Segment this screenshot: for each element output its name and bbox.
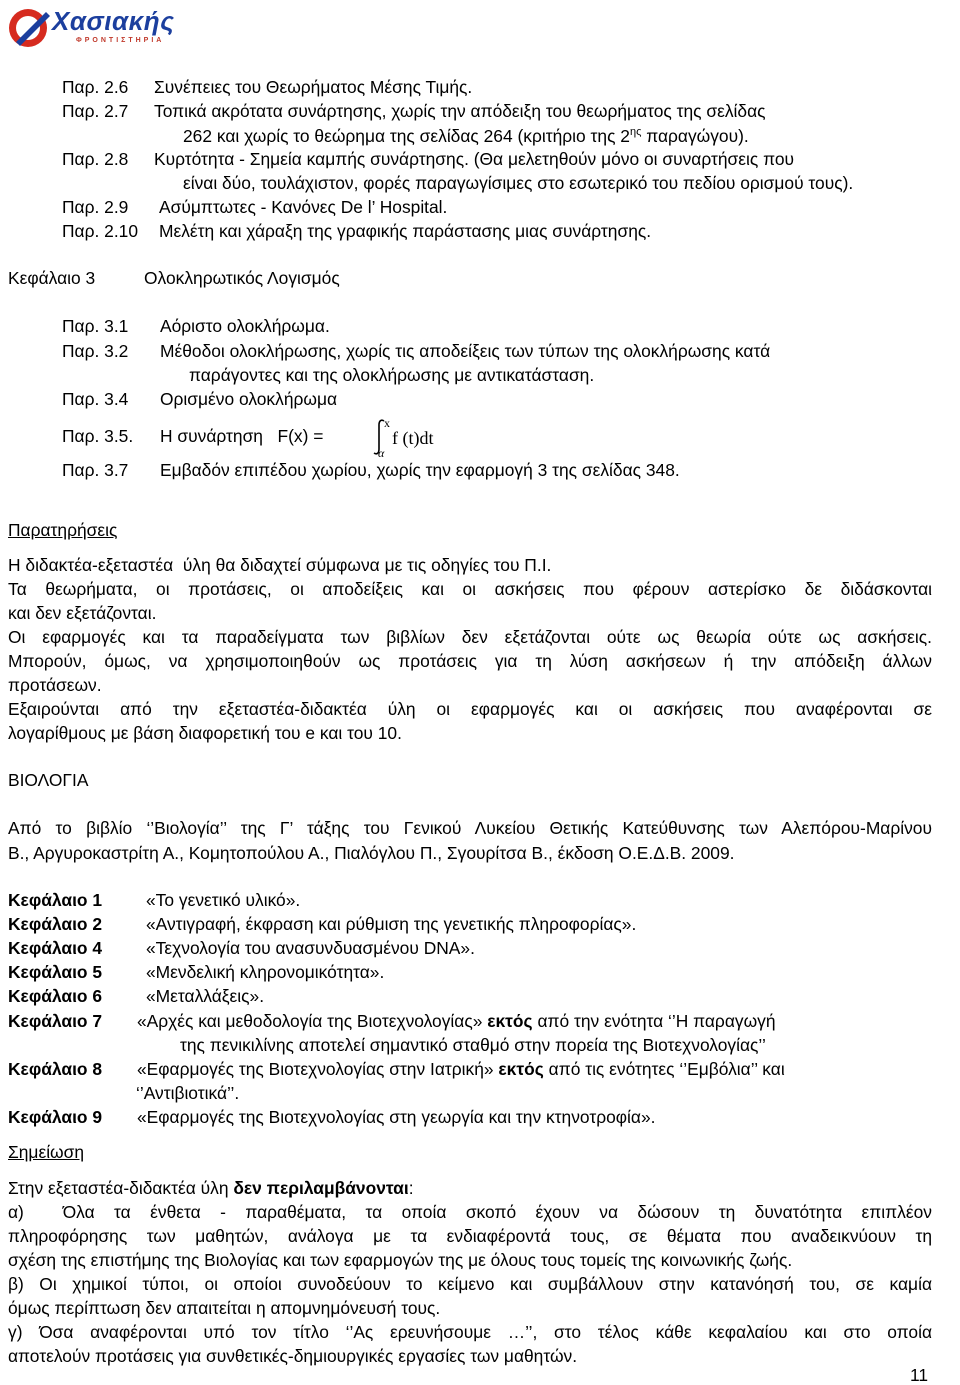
item-text: Τοπικά ακρότατα συνάρτησης, χωρίς την απόδειξη του θεωρήματος της σελίδας [154,101,766,121]
chapter-title: Ολοκληρωτικός Λογισμός [144,268,340,288]
item-text: Συνέπειες του Θεωρήματος Μέσης Τιμής. [154,77,473,97]
remark-line: πληροφόρησης των μαθητών, ανάλογα με τα ενδιαφέροντά τους, σε θέματα που αναδεικνύουν τη [8,1226,932,1246]
notes-line: προτάσεων. [8,675,102,695]
chapter-title: «Τεχνολογία του ανασυνδυασμένου DNA». [146,938,475,958]
integrand: f (t)dt [392,428,434,448]
biology-intro: Από το βιβλίο ‘’Βιολογία’’ της Γ’ τάξης του Γενικού Λυκείου Θετικής Κατεύθυνσης των Αλεπόρου-Μαρίνου [8,818,932,838]
item-text: Εμβαδόν επιπέδου χωρίου, χωρίς την εφαρμογή 3 της σελίδας 348. [160,460,680,480]
chapter-title: «Μεταλλάξεις». [146,986,265,1006]
logo-emblem-icon [6,4,58,54]
item-num: Παρ. 3.2 [62,341,129,361]
item-text: Ορισμένο ολοκλήρωμα [160,389,338,409]
remark-line: σχέση της επιστήμης της Βιολογίας και των εφαρμογών της με όλους τους τομείς της κοινωνικής ζωής. [8,1250,793,1270]
chapter-label: Κεφάλαιο 1 [8,890,103,910]
item-text: Μελέτη και χάραξη της γραφικής παράστασης μιας συνάρτησης. [159,221,652,241]
chapter-label: Κεφάλαιο 3 [8,268,96,288]
item-num: Παρ. 3.7 [62,460,129,480]
chapter-title: «Μενδελική κληρονομικότητα». [146,962,385,982]
remark-line: όμως περίπτωση δεν απαιτείται η απομνημόνευσή τους. [8,1298,441,1318]
item-num: Παρ. 3.5. [62,426,134,446]
chapter-label: Κεφάλαιο 4 [8,938,103,958]
page-number: 11 [910,1365,929,1385]
integral-upper-limit: x [384,416,390,430]
item-text: Η συνάρτηση F(x) = [160,426,324,446]
item-num: Παρ. 3.1 [62,316,129,336]
notes-line: και δεν εξετάζονται. [8,603,157,623]
item-num: Παρ. 2.6 [62,77,129,97]
notes-line: Μπορούν, όμως, να χρησιμοποιηθούν ως προτάσεις για τη λύση ασκήσεων ή την απόδειξη άλλων [8,651,932,671]
remark-heading: Σημείωση [8,1142,85,1162]
brand-logo [6,4,182,54]
integral-formula [370,418,450,458]
notes-line: Οι εφαρμογές και τα παραδείγματα των βιβλίων δεν εξετάζονται ούτε ως θεωρία ούτε ως ασκήσεις. [8,627,932,647]
item-text: Ασύμπτωτες - Κανόνες De l’ Hospital. [159,197,448,217]
chapter-title-cont: ‘’Αντιβιοτικά’’. [136,1083,240,1103]
remark-line: αποτελούν προτάσεις για συνθετικές-δημιουργικές εργασίες των μαθητών. [8,1346,578,1366]
chapter-title: «Το γενετικό υλικό». [146,890,301,910]
item-text-cont: παράγοντες και της ολοκλήρωσης με αντικατάσταση. [189,365,595,385]
item-num: Παρ. 2.7 [62,101,129,121]
chapter-label: Κεφάλαιο 2 [8,914,103,934]
chapter-label: Κεφάλαιο 9 [8,1107,103,1127]
logo-subtitle: ΦΡΟΝΤΙΣΤΗΡΙΑ [76,37,165,44]
chapter-label: Κεφάλαιο 7 [8,1011,103,1031]
item-num: Παρ. 2.10 [62,221,139,241]
item-num: Παρ. 3.4 [62,389,129,409]
remark-line: γ) Όσα αναφέρονται υπό τον τίτλο ‘’Ας ερευνήσουμε …’’, στο τέλος κάθε κεφαλαίου και στο οποία [8,1322,932,1342]
notes-line: Τα θεωρήματα, οι προτάσεις, οι αποδείξεις και οι ασκήσεις που φέρουν αστερίσκο δε διδάσκονται [8,579,932,599]
remark-line: β) Οι χημικοί τύποι, οι οποίοι συνοδεύουν το κείμενο και συμβάλλουν στην κατανόησή του, σε καμία [8,1274,932,1294]
notes-line: Εξαιρούνται από την εξεταστέα-διδακτέα ύλη οι εφαρμογές και οι ασκήσεις που αναφέρονται σε [8,699,932,719]
chapter-label: Κεφάλαιο 6 [8,986,103,1006]
item-text-cont: 262 και χωρίς το θεώρημα της σελίδας 264 (κριτήριο της $2^{\eta\varsigma}$ παραγώγου). [183,125,749,146]
remark-lead: Στην εξεταστέα-διδακτέα ύλη δεν περιλαμβάνονται: [8,1178,414,1198]
item-text: Αόριστο ολοκλήρωμα. [160,316,330,336]
integral-lower-limit: α [378,446,385,460]
chapter-title: «Εφαρμογές της Βιοτεχνολογίας στη γεωργία και την κτηνοτροφία». [137,1107,656,1127]
item-text: Κυρτότητα - Σημεία καμπής συνάρτησης. (Θα μελετηθούν μόνο οι συναρτήσεις που [154,149,795,169]
item-num: Παρ. 2.9 [62,197,129,217]
logo-brand-text: Χασιακής [52,6,175,36]
item-text-cont: είναι δύο, τουλάχιστον, φορές παραγωγίσιμες στο εσωτερικό του πεδίου ορισμού τους). [183,173,854,193]
chapter-title: «Εφαρμογές της Βιοτεχνολογίας στην Ιατρική» εκτός από τις ενότητες ‘’Εμβόλια’’ και [137,1059,785,1079]
item-num: Παρ. 2.8 [62,149,129,169]
item-text: Μέθοδοι ολοκλήρωσης, χωρίς τις αποδείξεις των τύπων της ολοκλήρωσης κατά [160,341,771,361]
chapter-label: Κεφάλαιο 8 [8,1059,103,1079]
notes-line: Η διδακτέα-εξεταστέα ύλη θα διδαχτεί σύμφωνα με τις οδηγίες του Π.Ι. [8,555,552,575]
biology-heading: ΒΙΟΛΟΓΙΑ [8,770,89,790]
chapter-title-cont: της πενικιλίνης αποτελεί σημαντικό σταθμό στην πορεία της Βιοτεχνολογίας’’ [180,1035,766,1055]
chapter-title: «Αρχές και μεθοδολογία της Βιοτεχνολογίας» εκτός από την ενότητα ‘’Η παραγωγή [137,1011,776,1031]
chapter-label: Κεφάλαιο 5 [8,962,103,982]
biology-intro: Β., Αργυροκαστρίτη Α., Κομητοπούλου Α., Πιαλόγλου Π., Σγουρίτσα Β., έκδοση Ο.Ε.Δ.Β. 2009. [8,843,735,863]
notes-heading: Παρατηρήσεις [8,520,118,540]
remark-line: α) Όλα τα ένθετα - παραθέματα, τα οποία σκοπό έχουν να δώσουν τη δυνατότητα επιπλέον [8,1202,932,1222]
notes-line: λογαρίθμους με βάση διαφορετική του e και του 10. [8,723,402,743]
chapter-title: «Αντιγραφή, έκφραση και ρύθμιση της γενετικής πληροφορίας». [146,914,637,934]
